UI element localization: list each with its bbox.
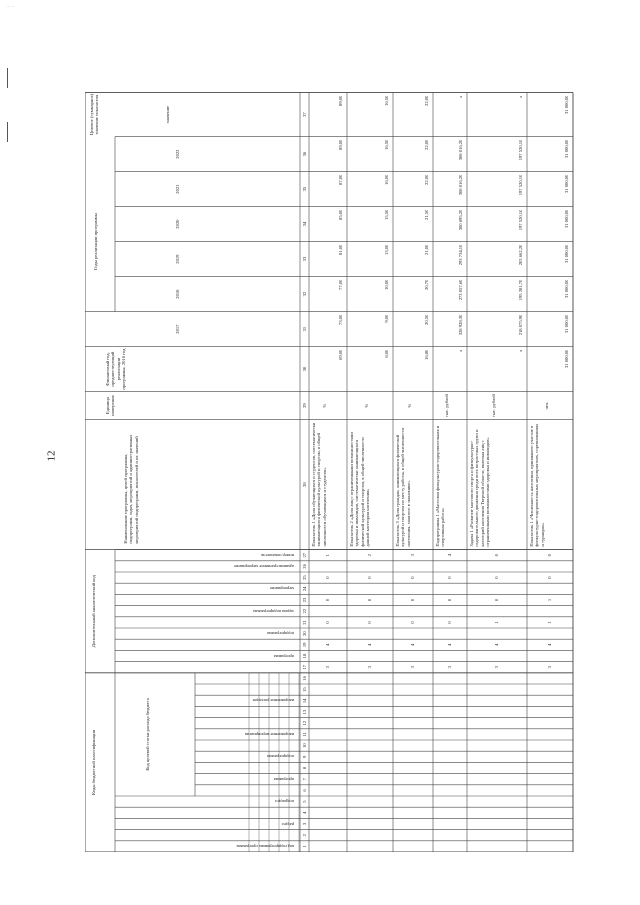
header-target-value: значение <box>165 105 170 124</box>
row-target-value: 22,00 <box>424 95 429 106</box>
column-number: 27 <box>302 552 307 558</box>
header-program: программа <box>273 776 294 782</box>
row-year-value: 16,50 <box>384 139 389 150</box>
year-header: 2021 <box>175 184 180 194</box>
code-cell: 0 <box>447 576 452 579</box>
column-number: 9 <box>302 755 307 758</box>
column-number: 37 <box>302 112 307 117</box>
row-year-value: 300 695,20 <box>458 209 463 231</box>
column-number: 28 <box>302 482 307 487</box>
page-number: 12 <box>45 450 58 462</box>
column-number: 35 <box>302 186 307 192</box>
code-cell: 3 <box>447 666 452 669</box>
column-number: 3 <box>302 822 307 826</box>
row-target-value: 89,00 <box>338 95 343 106</box>
code-cell: 3 <box>410 554 415 557</box>
year-header: 2019 <box>175 254 180 264</box>
column-number: 8 <box>302 766 307 770</box>
row-year-value: 81,00 <box>338 244 343 255</box>
code-cell: 0 <box>494 576 499 579</box>
row-base-value: х <box>518 349 523 352</box>
header-indicator: номер показателя <box>261 552 294 558</box>
code-cell: 4 <box>547 643 552 646</box>
header-subprogram: подпрограмма <box>267 754 294 760</box>
column-number: 7 <box>302 778 307 781</box>
row-name: Показатель 3 «Доля граждан, занимающихся физической культурой и спортом по месту работы, в общей численности населения, занятого в экономике» <box>395 428 411 547</box>
row-year-value: 73,00 <box>338 314 343 325</box>
row-unit: % <box>322 403 327 408</box>
code-cell: 1 <box>547 621 552 624</box>
row-year-value: 197 520,10 <box>518 174 523 196</box>
year-header: 2018 <box>175 289 180 299</box>
row-base-value: 8,00 <box>384 349 389 358</box>
code-cell: 0 <box>410 621 415 624</box>
header-target: Целевое (суммарное) значение показателя <box>89 93 100 136</box>
column-number: 31 <box>302 326 307 332</box>
code-cell: 0 <box>494 598 499 602</box>
code-cell: 0 <box>547 576 552 579</box>
column-number: 20 <box>302 631 307 636</box>
code-cell: 0 <box>367 598 372 602</box>
header-task: задача подпрограммы <box>253 608 294 614</box>
row-target-value: 16,50 <box>384 95 389 106</box>
row-base-value: 69,00 <box>338 349 343 360</box>
header-program-code: код подпрограммы программы <box>236 844 294 849</box>
row-unit: тыс. рублей <box>491 394 496 418</box>
row-year-value: 21,50 <box>424 209 429 220</box>
column-number: 5 <box>302 800 307 803</box>
row-year-value: 20,50 <box>424 314 429 325</box>
row-year-value: 31 000,00 <box>564 244 569 263</box>
row-year-value: 13,00 <box>384 244 389 255</box>
code-cell: 0 <box>494 554 499 557</box>
code-cell: 0 <box>447 598 452 602</box>
code-cell: 1 <box>494 621 499 624</box>
column-number: 23 <box>302 597 307 603</box>
column-number: 2 <box>302 834 307 837</box>
header-additional-codes: Дополнительный аналитический код <box>91 575 96 648</box>
column-number: 11 <box>302 732 307 737</box>
row-name: Показатель 2 «Доля лиц с ограниченными возможностями здоровья и инвалидов, систематически занимающихся физической культурой и спортом, в общей численности данной категории населения» <box>349 432 371 547</box>
code-cell: 4 <box>325 643 330 646</box>
year-header: 2017 <box>175 324 180 334</box>
header-section: раздел <box>281 821 294 827</box>
header-budget-codes: Коды бюджетной классификации <box>91 729 96 795</box>
code-cell: 0 <box>447 621 452 624</box>
row-year-value: 89,00 <box>338 139 343 150</box>
code-cell: 0 <box>367 621 372 624</box>
code-cell: 3 <box>547 666 552 669</box>
column-number: 34 <box>302 221 307 227</box>
header-program-a: программа <box>273 653 294 659</box>
header-event-direction: направление мероприятия <box>245 732 294 737</box>
header-event: мероприятие <box>269 586 294 592</box>
row-year-value: 85,00 <box>338 209 343 220</box>
row-year-value: 308 016,20 <box>458 139 463 161</box>
header-expense-direction: направление расходов <box>252 698 294 704</box>
column-number: 15 <box>302 687 307 692</box>
code-cell: 4 <box>410 643 415 646</box>
code-cell: 1 <box>325 554 330 557</box>
year-header: 2022 <box>175 149 180 159</box>
code-cell: 2 <box>367 554 372 557</box>
code-cell: 1 <box>547 598 552 602</box>
header-base-year: Финансовый год, предшествующий реализации программы, 2016 год <box>105 348 127 390</box>
row-name: Показатель 1 «Доля обучающихся и студентов, систематически занимающихся физической культурой и спортом, в общей численности обучающихся и студентов» <box>311 422 327 547</box>
row-unit: тыс. рублей <box>444 394 449 418</box>
row-year-value: 31 000,00 <box>564 174 569 193</box>
code-cell: 3 <box>325 666 330 669</box>
row-year-value: 16,00 <box>384 174 389 185</box>
header-years: Годы реализации программы <box>93 213 98 270</box>
row-year-value: 9,00 <box>384 314 389 323</box>
column-number: 14 <box>302 698 307 704</box>
row-year-value: 308 016,20 <box>458 174 463 196</box>
column-number: 36 <box>302 151 307 157</box>
row-name: Задача 1 «Развитие массового спорта и физкультурно-оздоровительного движения среди всех возрастных групп и категорий населения Тверской области, включая лиц с ограниченными возможностями здоровья и инвалидов» <box>469 429 491 547</box>
column-number: 18 <box>302 653 307 659</box>
column-number: 13 <box>302 709 307 715</box>
code-cell: 3 <box>494 666 499 669</box>
row-target-value: х <box>518 95 523 98</box>
code-cell: 3 <box>367 666 372 669</box>
column-number: 4 <box>302 811 307 814</box>
year-header: 2020 <box>175 219 180 229</box>
row-unit: % <box>364 403 369 408</box>
row-year-value: 10,00 <box>384 279 389 290</box>
code-cell: 0 <box>547 554 552 557</box>
row-year-value: 218 075,90 <box>518 314 523 336</box>
row-unit: чел. <box>544 401 549 410</box>
header-subprogram-a: подпрограмма <box>267 631 294 637</box>
row-year-value: 197 520,10 <box>518 139 523 161</box>
row-year-value: 195 281,70 <box>518 279 523 301</box>
code-cell: 0 <box>325 598 330 602</box>
column-number: 33 <box>302 256 307 262</box>
header-subsection: подраздел <box>275 799 294 805</box>
code-cell: 4 <box>447 554 452 557</box>
row-year-value: 31 000,00 <box>564 314 569 333</box>
code-cell: 4 <box>447 643 452 646</box>
code-cell: 0 <box>367 576 372 579</box>
row-year-value: 328 928,30 <box>458 314 463 336</box>
row-year-value: 22,00 <box>424 139 429 150</box>
budget-table <box>85 92 630 852</box>
code-cell: 0 <box>325 621 330 624</box>
row-year-value: 87,00 <box>338 174 343 185</box>
row-base-value: х <box>458 349 463 352</box>
row-base-value: 16,80 <box>424 349 429 360</box>
code-cell: 0 <box>325 576 330 579</box>
row-year-value: 20,70 <box>424 279 429 290</box>
margin-mark <box>7 68 8 88</box>
column-number: 21 <box>302 620 307 625</box>
column-number: 10 <box>302 743 307 748</box>
row-year-value: 197 520,10 <box>518 209 523 231</box>
row-year-value: 273 057,60 <box>458 279 463 301</box>
row-year-value: 22,00 <box>424 174 429 185</box>
column-number: 1 <box>302 845 307 848</box>
row-target-value: 31 000,00 <box>564 95 569 114</box>
code-cell: 3 <box>410 666 415 669</box>
row-year-value: 77,00 <box>338 279 343 290</box>
column-number: 26 <box>302 564 307 569</box>
row-base-value: 31 000,00 <box>564 349 569 368</box>
code-cell: 0 <box>410 598 415 602</box>
column-number: 19 <box>302 642 307 648</box>
code-cell: 0 <box>410 576 415 579</box>
row-year-value: 31 000,00 <box>564 209 569 228</box>
row-year-value: 21,00 <box>424 244 429 255</box>
row-target-value: х <box>458 95 463 98</box>
row-year-value: 31 000,00 <box>564 279 569 298</box>
column-number: 22 <box>302 608 307 614</box>
column-number: 30 <box>302 366 307 372</box>
header-unit: Единица измерения <box>105 395 116 416</box>
row-year-value: 31 000,00 <box>564 139 569 158</box>
row-name: Показатель 1 «Численность населения, принявшего участие в физкультурно-оздоровительных мероприятиях, соревнованиях и турнирах» <box>529 423 545 547</box>
column-number: 25 <box>302 575 307 580</box>
column-number: 6 <box>302 789 307 792</box>
header-expense-item-code: Код целевой статьи расхода бюджета <box>145 698 150 771</box>
code-cell: 4 <box>494 643 499 646</box>
margin-mark <box>7 122 8 142</box>
header-name-column: Наименование программы, целей программы, подпрограмм, задач, мероприятий и административных мероприятий подпрограмм, показателей и их значений <box>123 434 139 544</box>
column-number: 24 <box>302 586 307 592</box>
column-number: 32 <box>302 291 307 297</box>
column-number: 17 <box>302 664 307 670</box>
row-unit: % <box>407 403 412 408</box>
row-year-value: 15,50 <box>384 209 389 220</box>
column-number: 16 <box>302 676 307 681</box>
row-year-value: 203 662,20 <box>518 244 523 266</box>
code-cell: 4 <box>367 643 372 646</box>
row-name: Подпрограмма 1 «Массовая физкультурно-оздоровительная и спортивная работа» <box>435 425 446 547</box>
row-year-value: 293 734,10 <box>458 244 463 266</box>
column-number: 12 <box>302 720 307 726</box>
corner-mark: .... <box>6 4 15 9</box>
column-number: 29 <box>302 403 307 408</box>
header-admin-event: административное мероприятие <box>233 564 294 569</box>
